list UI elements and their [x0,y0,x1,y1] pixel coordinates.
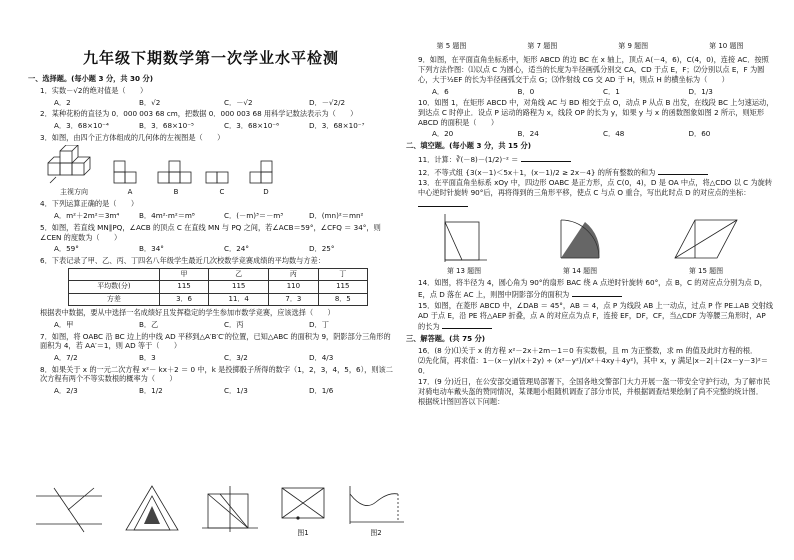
option: B．√2 [139,97,161,107]
question-1: 1．实数－√2的绝对值是（ ） [40,85,148,95]
triangle-translation-figure [122,484,182,534]
question-9-options: A．6 B．0 C．1 D．1/3 [432,86,713,96]
option: A．2 [54,97,71,107]
answer-blank[interactable] [572,288,622,297]
answer-blank[interactable] [418,198,468,207]
figure-13: 第 13 题图 [439,212,489,277]
figure-15: 第 15 题图 [671,212,741,277]
rectangle-coordinate-figure [200,484,260,534]
question-7: 7．如图，将 OABC 沿 BC 边上的中线 AD 平移到△A′B′C′的位置，已知△ABC 的面积为 9，阴影部分三角形的面积为 4，若 AA′＝1，则 AD 等于（ ） [40,331,391,351]
choice-a-figure: A [112,159,148,198]
option: B．3．68×10⁻⁵ [139,121,194,131]
cube-solid-figure [44,145,104,198]
question-12: 12．不等式组 {3(x－1)＜5x＋1，(x－1)/2 ≥ 2x－4} 的所有整数的和为 [418,166,774,178]
answer-blank[interactable] [658,166,708,175]
question-5-options: A．59° B．34° C．24° D．25° [54,244,335,254]
question-15: 15．如图，在菱形 ABCD 中，∠DAB ＝ 45°，AB ＝ 4，点 P 为线段 AB 上一动点，过点 P 作 PE⊥AB 交射线 AD 于点 E，沿 PE 将△AEP 折叠，点 A 的对应点为点 F，连接 EF，DF，CF，当△CDF 为等腰三角形时，AP 的长为 [418,300,774,332]
question-6: 6．下表记录了甲、乙、丙、丁四名八年级学生最近几次校数学竞赛成绩的平均数与方差： [40,256,325,266]
page-title: 九年级下期数学第一次学业水平检测 [82,49,339,67]
question-6-options: A．甲 B．乙 C．丙 D．丁 [54,319,329,329]
option: C．3．68×10⁻⁶ [224,121,279,131]
question-1-options [54,98,394,108]
figure-captions-top: 第 5 题图 第 7 题图 第 9 题图 第 10 题图 [436,42,744,50]
option: C．－√2 [224,97,253,107]
question-13: 13．在平面直角坐标系 xOy 中，四边形 OABC 是正方形，点 C(0，4)，D 是 OA 中点，将△CDO 以 C 为旋转中心逆时针旋转 90°后，再将得到的三角形平移，使点 C 与点 O 重合，写出此时点 D 的对应点的坐标： [418,178,774,209]
question-2-options [54,121,394,131]
view-direction-label: 主视方向 [60,188,88,196]
question-10: 10．如图 1，在矩形 ABCD 中，对角线 AC 与 BD 相交于点 O，动点 P 从点 B 出发，在线段 BC 上匀速运动，到达点 C 时停止．设点 P 运动的路程为 x，线段 OP 的长为 y，如果 y 与 x 的函数图象如图 2 所示，则矩形 ABCD 的面积是（ ） [418,98,774,127]
option: A．3．68×10⁻⁴ [54,121,109,131]
table-row: 平均数(分) 115 115 110 115 [69,281,368,293]
figure-2: 图2 [346,484,406,538]
question-16b: ⑵先化简，再求值：1－(x－y)/(x＋2y) ÷ (x²－y²)/(x²＋4xy＋4y²)，其中 x，y 满足|x－2|＋(2x－y－3)²＝0． [418,356,768,376]
table-header-row: 甲 乙 丙 丁 [69,268,368,280]
answer-blank[interactable] [521,153,571,162]
section-3-heading: 三、解答题。(共 75 分) [406,333,486,343]
question-4-options: A．m²＋2m²＝3m⁴ B．4m²·m²＝m⁸ C．(－m)³＝－m³ D．(mn)²＝mn² [54,211,364,221]
left-column [28,0,394,398]
figure-1: 图1 [278,484,328,538]
figures-13-15 [406,212,774,277]
choice-d-figure: D [248,159,284,198]
choice-c-figure: C [204,159,240,198]
bottom-figures [34,484,406,538]
question-9: 9．如图，在平面直角坐标系中，矩形 ABCD 的边 BC 在 x 轴上，顶点 A(－4，6)，C(4，0)，连接 AC．按照下列方法作图：⑴以点 C 为圆心，适当的长度为半径画弧分别交 CA，CD 于点 E，F；⑵分别以点 E，F 为圆心，大于½EF 的长为半径画弧交于点 G；⑶作射线 CG 交 AD 于 H，则点 H 的横坐标为（ ） [418,55,769,84]
question-2: 2．某种花粉的直径为 0．000 003 68 cm，把数据 0．000 003 68 用科学记数法表示为（ ） [40,109,358,119]
question-7-options: A．7/2 B．3 C．3/2 D．4/3 [54,352,334,362]
question-10-options: A．20 B．24 C．48 D．60 [432,129,711,139]
question-16a: 16．(8 分)⑴关于 x 的方程 x²－2x＋2m－1＝0 有实数根，且 m 为正整数，求 m 的值及此时方程的根． [418,345,758,355]
section-1-heading: 一、选择题。(每小题 3 分，共 30 分) [28,74,154,84]
question-3: 3．如图，由四个正方体组成的几何体的左视图是（ ） [40,132,225,142]
question-17b: 根据统计图回答以下问题： [418,397,505,407]
question-5: 5．如图，若直线 MN∥PQ，∠ACB 的顶点 C 在直线 MN 与 PQ 之间，若∠ACB＝59°，∠CFQ ＝ 34°，则∠CEN 的度数为（ ） [40,222,381,242]
question-11: 11．计算：∛(－8)－(1/2)⁻² ＝ [418,153,774,165]
figure-14: 第 14 题图 [555,212,605,277]
question-6-body: 根据表中数据，要从中选择一名成绩好且发挥稳定的学生参加市数学竞赛，应该选择（ ） [40,308,335,318]
question-17: 17．(9 分)近日，在公安部交通管理局部署下，全国各地交警部门大力开展一盔一带安全守护行动，为了解市民对骑电动车戴头盔的赞同情况，某课题小组随机调查了部分市民，并根据调查结果绘制了尚不完整的统计图． [418,376,771,396]
table-row: 方差 3．6 11．4 7．3 8．5 [69,293,368,305]
option: D．3．68×10⁻⁷ [309,121,365,131]
option: D．－√2/2 [309,97,346,107]
right-column [406,0,774,408]
parallel-lines-figure [34,484,104,534]
question-4: 4．下列运算正确的是（ ） [40,199,139,209]
question-8-options: A．2/3 B．1/2 C．1/3 D．1/6 [54,386,334,396]
choice-b-figure: B [156,159,196,198]
section-2-heading: 二、填空题。(每小题 3 分，共 15 分) [406,141,532,151]
score-table [68,268,368,306]
answer-blank[interactable] [442,320,492,329]
question-3-figures [44,145,394,198]
question-14: 14．如图，将半径为 4，圆心角为 90°的扇形 BAC 绕 A 点逆时针旋转 60°，点 B，C 的对应点分别为点 D，E，点 D 落在 AC 上，则图中阴影部分的面积为 [418,278,767,300]
question-8: 8．如果关于 x 的一元二次方程 x²－ kx＋2 ＝ 0 中，k 是投掷骰子所得的数字（1，2，3，4，5，6），则该二次方程有两个不等实数根的概率为（ ） [40,364,393,384]
